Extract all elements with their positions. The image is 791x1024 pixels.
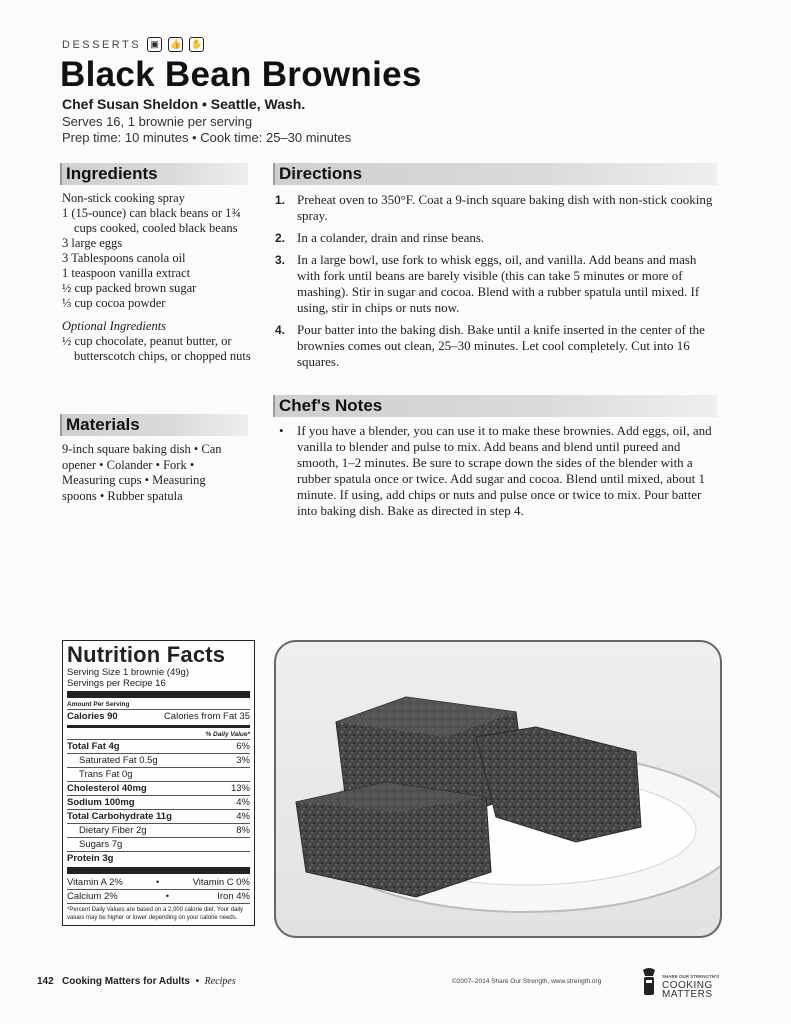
nutrition-title: Nutrition Facts [67,642,226,667]
nutrient-row [67,796,250,809]
nutrient-row [67,824,250,837]
footer-section: Recipes [204,976,236,987]
nutrient-label: Dietary Fiber 2g [79,825,147,836]
nutrient-row [67,838,250,851]
directions-heading: Directions [279,164,363,183]
nutrient-row [67,754,250,767]
nutrient-label: Trans Fat 0g [79,769,133,780]
ingredient-item: 1 teaspoon vanilla extract [62,266,191,280]
nutrient-row [67,782,250,795]
thumbs-up-icon: 👍 [168,37,183,52]
materials-heading-band [60,414,248,436]
direction-step [275,192,715,224]
nutrient-rows [67,740,250,852]
optional-ingredient-item: ½ cup chocolate, peanut butter, or butterscotch chips, or chopped nuts [62,334,251,363]
section-kicker [62,37,204,52]
nutrient-daily-value: 4% [236,811,250,822]
ingredient-item: 3 Tablespoons canola oil [62,251,186,265]
times-text: Prep time: 10 minutes • Cook time: 25–30 minutes [62,130,352,145]
calories-row [67,710,250,723]
step-number: 3. [275,253,286,267]
nutrient-daily-value: 8% [236,825,250,836]
serves-text: Serves 16, 1 brownie per serving [62,114,253,129]
chef-credit: Chef Susan Sheldon • Seattle, Wash. [62,96,306,112]
lunch-box-icon: ▣ [147,37,162,52]
protein: Protein 3g [67,853,114,864]
direction-step [275,322,715,370]
ingredients-list [62,191,252,364]
daily-value-header: % Daily Value* [205,731,250,738]
nutrient-row [67,810,250,823]
section-label: DESSERTS [62,38,142,51]
logo-line2: MATTERS [662,989,713,1000]
materials-text: 9-inch square baking dish • Can opener • Colander • Fork • Measuring cups • Measuring spoons • Rubber spatula [62,442,222,503]
ingredient-item: Non-stick cooking spray [62,191,185,205]
cooking-matters-logo [662,972,719,999]
nutrient-label: Total Fat 4g [67,741,120,752]
mineral-row: Calcium 2% • Iron 4% [67,891,250,902]
direction-step [275,230,715,246]
notes-heading: Chef's Notes [279,396,383,415]
serving-size: Serving Size 1 brownie (49g) [67,667,189,678]
directions-heading-band [273,163,717,185]
notes-heading-band [273,395,717,417]
nutrient-daily-value: 6% [236,741,250,752]
iron: Iron 4% [217,891,250,902]
brownie-photo [274,640,722,938]
nutrient-daily-value: 4% [236,797,250,808]
step-text: In a large bowl, use fork to whisk eggs, oil, and vanilla. Add beans and mash with fork until beans are barely visible (this can take 5 minutes or more of mashing). Stir in sugar and cocoa. Blend with a rubber spatula until mixed. If using, stir in chips or nuts now. [297,252,700,315]
step-number: 4. [275,323,286,337]
calcium: Calcium 2% [67,891,118,902]
ingredient-item: 1 (15-ounce) can black beans or 1¾ cups cooked, cooled black beans [62,206,241,235]
brownie-illustration [276,642,720,936]
calories-from-fat: Calories from Fat 35 [163,711,250,722]
page-number: 142 [37,976,54,987]
vitamin-c: Vitamin C 0% [192,877,250,888]
ingredients-heading-band [60,163,248,185]
directions-list [275,192,715,376]
step-number: 1. [275,193,286,207]
cooking-matters-logo-icon [640,966,658,998]
notes-text: If you have a blender, you can use it to make these brownies. Add eggs, oil, and vanilla to blender and pulse to mix. Add beans and blend until pureed and smooth, 1–2 minutes. Be sure to scrape down the sides of the blender with a rubber spatula once or twice. Add sugar and cocoa. Blend until mixed, about 1 minute. If using, add chips or nuts and pulse once or twice to mix. Pour batter into baking dish. Bake as directed in step 4. [297,423,712,518]
nutrition-facts-label [62,640,255,926]
chef-notes [275,423,715,519]
nutrient-label: Cholesterol 40mg [67,783,147,794]
ingredient-item: ⅓ cup cocoa powder [62,296,166,310]
amount-per-serving: Amount Per Serving [67,701,130,708]
nutrition-footnote: *Percent Daily Values are based on a 2,000 calorie diet. Your daily values may be higher or lower depending on your calorie needs. [67,907,244,921]
servings-per-recipe: Servings per Recipe 16 [67,678,166,689]
footer-separator: • [195,976,200,987]
ingredients-heading: Ingredients [66,164,158,183]
page-title: Black Bean Brownies [60,55,422,94]
nutrient-daily-value: 13% [230,783,250,794]
nutrient-daily-value: 3% [236,755,250,766]
nutrient-label: Sodium 100mg [67,797,135,808]
calories: Calories 90 [67,711,118,722]
optional-ingredients-heading: Optional Ingredients [62,319,167,333]
protein-row [67,852,250,865]
vitamin-row: Vitamin A 2% • Vitamin C 0% [67,877,250,888]
copyright: ©2007–2014 Share Our Strength, www.strength.org [452,978,602,985]
vitamin-a: Vitamin A 2% [67,877,123,888]
direction-step [275,252,715,316]
logo-small-text: SHARE OUR STRENGTH'S [662,974,720,979]
serving-info [62,114,351,146]
materials-heading: Materials [66,415,140,434]
nutrient-row [67,740,250,753]
logo-line1: COOKING [662,980,713,991]
step-text: Preheat oven to 350°F. Coat a 9-inch square baking dish with non-stick cooking spray. [297,192,713,223]
book-title: Cooking Matters for Adults [62,976,190,987]
nutrient-label: Sugars 7g [79,839,123,850]
step-text: In a colander, drain and rinse beans. [297,230,485,245]
ingredient-item: 3 large eggs [62,236,123,250]
nutrient-label: Saturated Fat 0.5g [79,755,158,766]
bullet: • [279,423,284,438]
step-number: 2. [275,231,286,245]
nutrient-label: Total Carbohydrate 11g [67,811,172,822]
ingredient-item: ½ cup packed brown sugar [62,281,197,295]
nutrient-row [67,768,250,781]
step-text: Pour batter into the baking dish. Bake until a knife inserted in the center of the brownies comes out clean, 25–30 minutes. Let cool completely. Cut into 16 squares. [297,322,705,369]
page-footer [37,976,236,987]
hand-stop-icon: ✋ [189,37,204,52]
